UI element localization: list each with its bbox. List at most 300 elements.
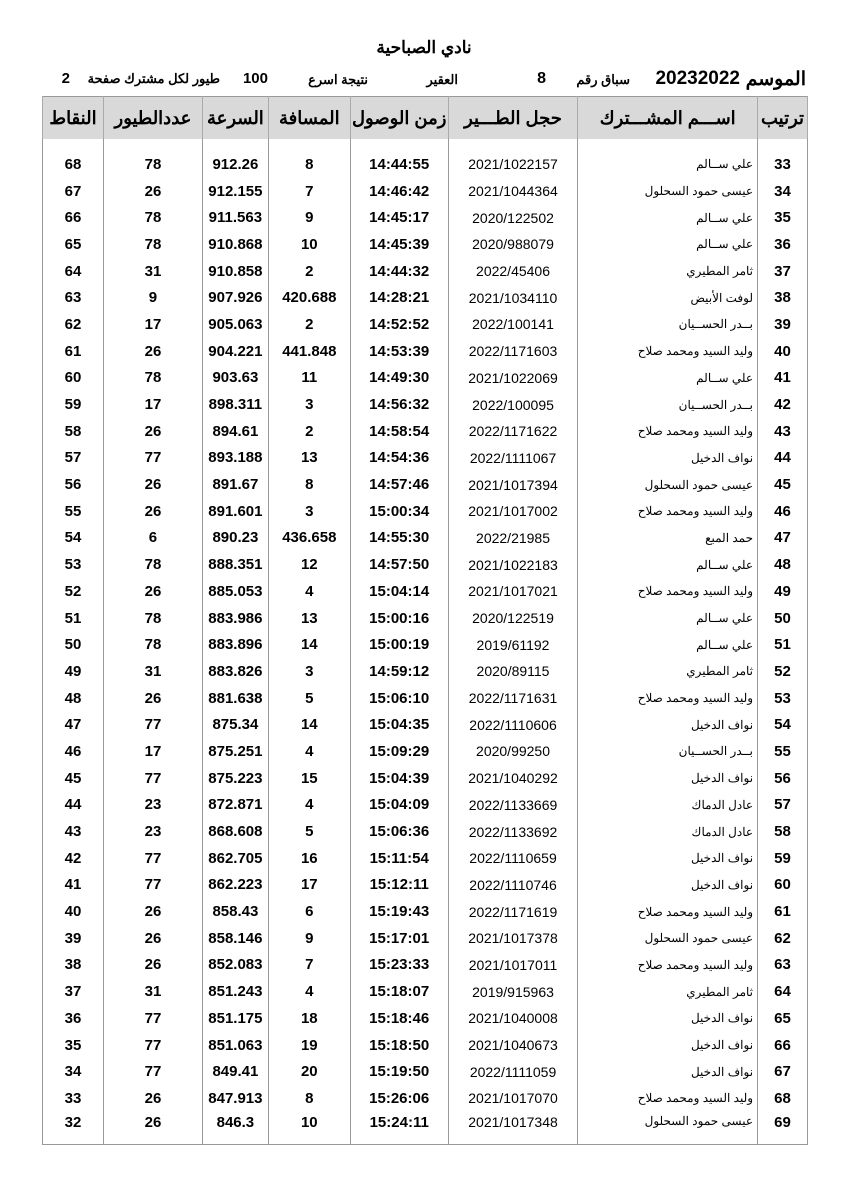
col-speed-cell: 862.223 xyxy=(202,872,268,899)
col-distance-cell: 12 xyxy=(268,551,350,578)
table-row xyxy=(43,284,808,311)
race-number: 8 xyxy=(537,70,546,87)
col-speed-cell: 911.563 xyxy=(202,204,268,231)
col-arrival-time-cell: 15:06:10 xyxy=(350,685,448,712)
col-distance-cell: 5 xyxy=(268,818,350,845)
col-distance-cell: 2 xyxy=(268,258,350,285)
col-speed-cell: 862.705 xyxy=(202,845,268,872)
col-bird-count-cell: 26 xyxy=(104,338,203,365)
col-rank-cell: 60 xyxy=(758,872,808,899)
col-distance-cell: 17 xyxy=(268,872,350,899)
col-arrival-time-cell: 15:18:46 xyxy=(350,1005,448,1032)
col-rank-cell: 69 xyxy=(758,1112,808,1145)
col-bird-count-cell: 78 xyxy=(104,151,203,178)
col-distance-cell: 9 xyxy=(268,925,350,952)
col-speed-cell: 910.868 xyxy=(202,231,268,258)
col-rank-cell: 61 xyxy=(758,898,808,925)
col-bird-count-cell: 77 xyxy=(104,765,203,792)
col-ring-cell: 2022/1111067 xyxy=(448,445,578,472)
col-arrival-time-cell: 15:09:29 xyxy=(350,738,448,765)
col-member-name-cell: نواف الدخيل xyxy=(578,845,758,872)
col-rank-cell: 53 xyxy=(758,685,808,712)
col-member-name-cell: بــدر الحســيان xyxy=(578,738,758,765)
col-points-cell: 33 xyxy=(43,1085,104,1112)
col-member-name-cell: وليد السيد ومحمد صلاح xyxy=(578,418,758,445)
col-ring-cell: 2022/100095 xyxy=(448,391,578,418)
col-points-cell: 34 xyxy=(43,1058,104,1085)
col-ring-cell: 2021/1017070 xyxy=(448,1085,578,1112)
col-bird-count-cell: 77 xyxy=(104,845,203,872)
col-arrival-time-cell: 14:46:42 xyxy=(350,178,448,205)
table-row xyxy=(43,978,808,1005)
col-arrival-time-cell: 14:57:50 xyxy=(350,551,448,578)
col-ring-cell: 2021/1022183 xyxy=(448,551,578,578)
col-member-name-cell: عيسى حمود السحلول xyxy=(578,925,758,952)
col-points-cell: 47 xyxy=(43,711,104,738)
col-rank-cell: 67 xyxy=(758,1058,808,1085)
col-rank-cell: 38 xyxy=(758,284,808,311)
col-points-cell: 45 xyxy=(43,765,104,792)
col-rank-cell: 65 xyxy=(758,1005,808,1032)
col-points-cell: 40 xyxy=(43,898,104,925)
col-ring-cell: 2021/1044364 xyxy=(448,178,578,205)
col-member-name-cell: بــدر الحســيان xyxy=(578,311,758,338)
col-points-header: النقاط xyxy=(43,97,104,140)
col-arrival-time-cell: 15:00:19 xyxy=(350,631,448,658)
table-row xyxy=(43,605,808,632)
race-location: العقير xyxy=(426,72,458,87)
col-distance-cell: 4 xyxy=(268,792,350,819)
col-distance-cell: 13 xyxy=(268,605,350,632)
col-bird-count-cell: 26 xyxy=(104,178,203,205)
col-distance-cell: 7 xyxy=(268,952,350,979)
col-distance-cell: 9 xyxy=(268,204,350,231)
table-row xyxy=(43,631,808,658)
spacer-cell xyxy=(268,139,350,151)
col-rank-cell: 37 xyxy=(758,258,808,285)
col-arrival-time-cell: 14:56:32 xyxy=(350,391,448,418)
col-member-name-cell: علي ســالم xyxy=(578,231,758,258)
col-bird-count-cell: 26 xyxy=(104,418,203,445)
table-row xyxy=(43,1005,808,1032)
col-arrival-time-cell: 15:00:16 xyxy=(350,605,448,632)
col-member-name-cell: وليد السيد ومحمد صلاح xyxy=(578,578,758,605)
col-bird-count-cell: 23 xyxy=(104,818,203,845)
col-points-cell: 54 xyxy=(43,525,104,552)
col-points-cell: 43 xyxy=(43,818,104,845)
col-points-cell: 67 xyxy=(43,178,104,205)
col-points-cell: 48 xyxy=(43,685,104,712)
col-arrival-time-cell: 15:19:43 xyxy=(350,898,448,925)
col-arrival-time-cell: 15:04:14 xyxy=(350,578,448,605)
col-distance-cell: 11 xyxy=(268,365,350,392)
col-points-cell: 63 xyxy=(43,284,104,311)
col-speed-cell: 851.063 xyxy=(202,1032,268,1059)
col-distance-cell: 3 xyxy=(268,658,350,685)
fastest-label: نتيجة اسرع xyxy=(308,72,368,87)
col-member-name-cell: نواف الدخيل xyxy=(578,765,758,792)
col-member-name-header: اســـم المشـــترك xyxy=(578,97,758,140)
col-arrival-time-cell: 14:58:54 xyxy=(350,418,448,445)
col-rank-cell: 59 xyxy=(758,845,808,872)
col-speed-cell: 875.223 xyxy=(202,765,268,792)
col-ring-cell: 2022/1171622 xyxy=(448,418,578,445)
col-bird-count-cell: 26 xyxy=(104,952,203,979)
col-speed-cell: 849.41 xyxy=(202,1058,268,1085)
col-distance-cell: 14 xyxy=(268,711,350,738)
col-member-name-cell: علي ســالم xyxy=(578,365,758,392)
col-rank-cell: 48 xyxy=(758,551,808,578)
table-row xyxy=(43,845,808,872)
col-rank-cell: 39 xyxy=(758,311,808,338)
spacer-cell xyxy=(448,139,578,151)
table-row xyxy=(43,445,808,472)
col-member-name-cell: ثامر المطيري xyxy=(578,258,758,285)
table-row xyxy=(43,738,808,765)
col-speed-cell: 898.311 xyxy=(202,391,268,418)
col-points-cell: 36 xyxy=(43,1005,104,1032)
col-member-name-cell: وليد السيد ومحمد صلاح xyxy=(578,338,758,365)
col-ring-cell: 2019/61192 xyxy=(448,631,578,658)
col-bird-count-cell: 26 xyxy=(104,471,203,498)
col-member-name-cell: لوفت الأبيض xyxy=(578,284,758,311)
col-bird-count-cell: 77 xyxy=(104,872,203,899)
table-row xyxy=(43,204,808,231)
col-member-name-cell: وليد السيد ومحمد صلاح xyxy=(578,952,758,979)
table-row xyxy=(43,765,808,792)
col-arrival-time-cell: 14:57:46 xyxy=(350,471,448,498)
table-header xyxy=(43,97,808,140)
col-points-cell: 57 xyxy=(43,445,104,472)
per-member-label: طيور لكل مشترك صفحة xyxy=(87,71,220,86)
col-member-name-cell: وليد السيد ومحمد صلاح xyxy=(578,1085,758,1112)
col-ring-cell: 2021/1040008 xyxy=(448,1005,578,1032)
col-points-cell: 53 xyxy=(43,551,104,578)
col-arrival-time-cell: 15:17:01 xyxy=(350,925,448,952)
col-arrival-time-cell: 15:04:35 xyxy=(350,711,448,738)
col-points-cell: 35 xyxy=(43,1032,104,1059)
col-bird-count-cell: 77 xyxy=(104,1005,203,1032)
col-member-name-cell: بــدر الحســيان xyxy=(578,391,758,418)
col-ring-cell: 2022/1110746 xyxy=(448,872,578,899)
table-row xyxy=(43,898,808,925)
col-points-cell: 60 xyxy=(43,365,104,392)
col-speed-cell: 912.26 xyxy=(202,151,268,178)
table-row xyxy=(43,151,808,178)
col-rank-cell: 47 xyxy=(758,525,808,552)
col-rank-cell: 36 xyxy=(758,231,808,258)
col-speed-cell: 851.243 xyxy=(202,978,268,1005)
col-rank-cell: 55 xyxy=(758,738,808,765)
table-row xyxy=(43,1085,808,1112)
col-distance-cell: 441.848 xyxy=(268,338,350,365)
table-row xyxy=(43,711,808,738)
col-arrival-time-cell: 15:18:50 xyxy=(350,1032,448,1059)
col-rank-cell: 43 xyxy=(758,418,808,445)
col-bird-count-cell: 17 xyxy=(104,391,203,418)
col-arrival-time-cell: 14:52:52 xyxy=(350,311,448,338)
col-speed-cell: 907.926 xyxy=(202,284,268,311)
season-label: الموسم xyxy=(745,69,806,90)
col-speed-cell: 852.083 xyxy=(202,952,268,979)
col-ring-cell: 2021/1034110 xyxy=(448,284,578,311)
col-speed-cell: 904.221 xyxy=(202,338,268,365)
table-row xyxy=(43,1058,808,1085)
col-ring-cell: 2021/1017002 xyxy=(448,498,578,525)
col-bird-count-cell: 78 xyxy=(104,605,203,632)
table-row xyxy=(43,365,808,392)
col-bird-count-cell: 31 xyxy=(104,258,203,285)
col-ring-cell: 2022/45406 xyxy=(448,258,578,285)
col-ring-cell: 2021/1040673 xyxy=(448,1032,578,1059)
table-row xyxy=(43,658,808,685)
table-row xyxy=(43,952,808,979)
col-rank-cell: 52 xyxy=(758,658,808,685)
col-points-cell: 64 xyxy=(43,258,104,285)
col-rank-cell: 62 xyxy=(758,925,808,952)
col-rank-cell: 33 xyxy=(758,151,808,178)
col-member-name-cell: وليد السيد ومحمد صلاح xyxy=(578,898,758,925)
col-ring-cell: 2022/100141 xyxy=(448,311,578,338)
col-points-cell: 68 xyxy=(43,151,104,178)
col-bird-count-cell: 78 xyxy=(104,204,203,231)
col-bird-count-cell: 78 xyxy=(104,631,203,658)
col-bird-count-cell: 78 xyxy=(104,365,203,392)
col-speed-cell: 883.986 xyxy=(202,605,268,632)
col-points-cell: 42 xyxy=(43,845,104,872)
spacer-cell xyxy=(758,139,808,151)
col-arrival-time-cell: 14:45:39 xyxy=(350,231,448,258)
col-rank-cell: 63 xyxy=(758,952,808,979)
col-ring-cell: 2022/1171631 xyxy=(448,685,578,712)
col-rank-cell: 50 xyxy=(758,605,808,632)
col-bird-count-cell: 6 xyxy=(104,525,203,552)
col-points-cell: 46 xyxy=(43,738,104,765)
col-bird-count-cell: 26 xyxy=(104,498,203,525)
col-ring-cell: 2020/122519 xyxy=(448,605,578,632)
col-speed-cell: 905.063 xyxy=(202,311,268,338)
spacer-cell xyxy=(350,139,448,151)
col-arrival-time-cell: 15:11:54 xyxy=(350,845,448,872)
col-speed-cell: 891.601 xyxy=(202,498,268,525)
col-distance-cell: 8 xyxy=(268,1085,350,1112)
col-ring-cell: 2020/988079 xyxy=(448,231,578,258)
col-arrival-time-cell: 15:00:34 xyxy=(350,498,448,525)
col-points-cell: 50 xyxy=(43,631,104,658)
col-speed-header: السرعة xyxy=(202,97,268,140)
col-member-name-cell: نواف الدخيل xyxy=(578,872,758,899)
col-points-cell: 52 xyxy=(43,578,104,605)
table-row xyxy=(43,925,808,952)
col-member-name-cell: ثامر المطيري xyxy=(578,658,758,685)
col-arrival-time-cell: 15:04:39 xyxy=(350,765,448,792)
col-ring-cell: 2021/1017378 xyxy=(448,925,578,952)
col-rank-cell: 40 xyxy=(758,338,808,365)
col-bird-count-cell: 26 xyxy=(104,898,203,925)
col-ring-cell: 2021/1022157 xyxy=(448,151,578,178)
col-arrival-time-cell: 14:59:12 xyxy=(350,658,448,685)
col-member-name-cell: نواف الدخيل xyxy=(578,1032,758,1059)
col-bird-count-header: عددالطيور xyxy=(104,97,203,140)
col-ring-cell: 2022/1110659 xyxy=(448,845,578,872)
col-speed-cell: 903.63 xyxy=(202,365,268,392)
col-ring-header: حجل الطـــير xyxy=(448,97,578,140)
col-ring-cell: 2021/1017011 xyxy=(448,952,578,979)
col-distance-cell: 420.688 xyxy=(268,284,350,311)
col-bird-count-cell: 31 xyxy=(104,978,203,1005)
col-ring-cell: 2022/1133692 xyxy=(448,818,578,845)
col-points-cell: 55 xyxy=(43,498,104,525)
col-rank-cell: 57 xyxy=(758,792,808,819)
col-rank-cell: 66 xyxy=(758,1032,808,1059)
col-speed-cell: 846.3 xyxy=(202,1112,268,1145)
col-points-cell: 62 xyxy=(43,311,104,338)
col-arrival-time-cell: 14:45:17 xyxy=(350,204,448,231)
col-points-cell: 65 xyxy=(43,231,104,258)
col-bird-count-cell: 23 xyxy=(104,792,203,819)
table-row xyxy=(43,418,808,445)
col-ring-cell: 2021/1017021 xyxy=(448,578,578,605)
col-points-cell: 58 xyxy=(43,418,104,445)
col-ring-cell: 2022/1111059 xyxy=(448,1058,578,1085)
col-points-cell: 49 xyxy=(43,658,104,685)
table-row xyxy=(43,498,808,525)
col-speed-cell: 851.175 xyxy=(202,1005,268,1032)
col-speed-cell: 881.638 xyxy=(202,685,268,712)
col-ring-cell: 2021/1017394 xyxy=(448,471,578,498)
col-distance-cell: 3 xyxy=(268,391,350,418)
col-speed-cell: 910.858 xyxy=(202,258,268,285)
table-row xyxy=(43,258,808,285)
col-member-name-cell: علي ســالم xyxy=(578,151,758,178)
col-distance-cell: 5 xyxy=(268,685,350,712)
col-speed-cell: 858.43 xyxy=(202,898,268,925)
col-points-cell: 39 xyxy=(43,925,104,952)
table-row xyxy=(43,471,808,498)
col-member-name-cell: عيسى حمود السحلول xyxy=(578,1112,758,1145)
col-distance-cell: 15 xyxy=(268,765,350,792)
col-speed-cell: 893.188 xyxy=(202,445,268,472)
col-rank-cell: 46 xyxy=(758,498,808,525)
table-row xyxy=(43,311,808,338)
col-member-name-cell: حمد المبع xyxy=(578,525,758,552)
col-ring-cell: 2022/1133669 xyxy=(448,792,578,819)
col-speed-cell: 888.351 xyxy=(202,551,268,578)
col-member-name-cell: وليد السيد ومحمد صلاح xyxy=(578,498,758,525)
spacer-cell xyxy=(43,139,104,151)
col-member-name-cell: عادل الدماك xyxy=(578,792,758,819)
col-arrival-time-cell: 15:18:07 xyxy=(350,978,448,1005)
col-rank-cell: 35 xyxy=(758,204,808,231)
col-rank-cell: 68 xyxy=(758,1085,808,1112)
col-arrival-time-cell: 15:26:06 xyxy=(350,1085,448,1112)
col-ring-cell: 2021/1040292 xyxy=(448,765,578,792)
col-arrival-time-cell: 14:28:21 xyxy=(350,284,448,311)
col-member-name-cell: نواف الدخيل xyxy=(578,445,758,472)
col-rank-cell: 44 xyxy=(758,445,808,472)
season-value: 20232022 xyxy=(655,68,740,89)
results-table xyxy=(42,96,808,1145)
col-rank-header: ترتيب xyxy=(758,97,808,140)
col-member-name-cell: وليد السيد ومحمد صلاح xyxy=(578,685,758,712)
col-speed-cell: 872.871 xyxy=(202,792,268,819)
col-distance-cell: 4 xyxy=(268,578,350,605)
col-rank-cell: 34 xyxy=(758,178,808,205)
table-row xyxy=(43,231,808,258)
col-bird-count-cell: 17 xyxy=(104,738,203,765)
col-speed-cell: 858.146 xyxy=(202,925,268,952)
col-arrival-time-cell: 15:06:36 xyxy=(350,818,448,845)
col-ring-cell: 2021/1022069 xyxy=(448,365,578,392)
col-member-name-cell: نواف الدخيل xyxy=(578,711,758,738)
table-row xyxy=(43,818,808,845)
col-points-cell: 51 xyxy=(43,605,104,632)
col-points-cell: 66 xyxy=(43,204,104,231)
col-bird-count-cell: 77 xyxy=(104,445,203,472)
col-speed-cell: 883.826 xyxy=(202,658,268,685)
col-bird-count-cell: 77 xyxy=(104,1058,203,1085)
col-ring-cell: 2022/1171619 xyxy=(448,898,578,925)
table-row xyxy=(43,578,808,605)
col-arrival-time-cell: 15:19:50 xyxy=(350,1058,448,1085)
col-distance-cell: 13 xyxy=(268,445,350,472)
col-distance-cell: 20 xyxy=(268,1058,350,1085)
table-row xyxy=(43,1112,808,1145)
col-bird-count-cell: 26 xyxy=(104,685,203,712)
col-rank-cell: 41 xyxy=(758,365,808,392)
col-arrival-time-cell: 14:54:36 xyxy=(350,445,448,472)
col-distance-cell: 6 xyxy=(268,898,350,925)
col-rank-cell: 64 xyxy=(758,978,808,1005)
col-speed-cell: 891.67 xyxy=(202,471,268,498)
col-distance-cell: 8 xyxy=(268,471,350,498)
col-speed-cell: 894.61 xyxy=(202,418,268,445)
table-row xyxy=(43,872,808,899)
spacer-cell xyxy=(104,139,203,151)
col-ring-cell: 2020/122502 xyxy=(448,204,578,231)
col-rank-cell: 49 xyxy=(758,578,808,605)
table-row xyxy=(43,391,808,418)
col-bird-count-cell: 26 xyxy=(104,578,203,605)
spacer-row xyxy=(43,139,808,151)
col-member-name-cell: عيسى حمود السحلول xyxy=(578,471,758,498)
race-label: سباق رقم xyxy=(576,72,630,87)
col-points-cell: 56 xyxy=(43,471,104,498)
club-title: نادي الصباحية xyxy=(376,38,472,57)
col-ring-cell: 2021/1017348 xyxy=(448,1112,578,1145)
col-rank-cell: 45 xyxy=(758,471,808,498)
col-distance-cell: 7 xyxy=(268,178,350,205)
col-points-cell: 37 xyxy=(43,978,104,1005)
col-distance-cell: 2 xyxy=(268,418,350,445)
col-member-name-cell: نواف الدخيل xyxy=(578,1005,758,1032)
col-member-name-cell: عيسى حمود السحلول xyxy=(578,178,758,205)
col-arrival-time-cell: 14:55:30 xyxy=(350,525,448,552)
table-row xyxy=(43,685,808,712)
col-member-name-cell: علي ســالم xyxy=(578,204,758,231)
col-distance-cell: 14 xyxy=(268,631,350,658)
col-speed-cell: 875.251 xyxy=(202,738,268,765)
col-ring-cell: 2020/89115 xyxy=(448,658,578,685)
col-distance-cell: 2 xyxy=(268,311,350,338)
col-member-name-cell: ثامر المطيري xyxy=(578,978,758,1005)
col-points-cell: 61 xyxy=(43,338,104,365)
col-speed-cell: 868.608 xyxy=(202,818,268,845)
col-distance-cell: 16 xyxy=(268,845,350,872)
table-row xyxy=(43,551,808,578)
col-bird-count-cell: 78 xyxy=(104,551,203,578)
col-arrival-time-cell: 14:53:39 xyxy=(350,338,448,365)
